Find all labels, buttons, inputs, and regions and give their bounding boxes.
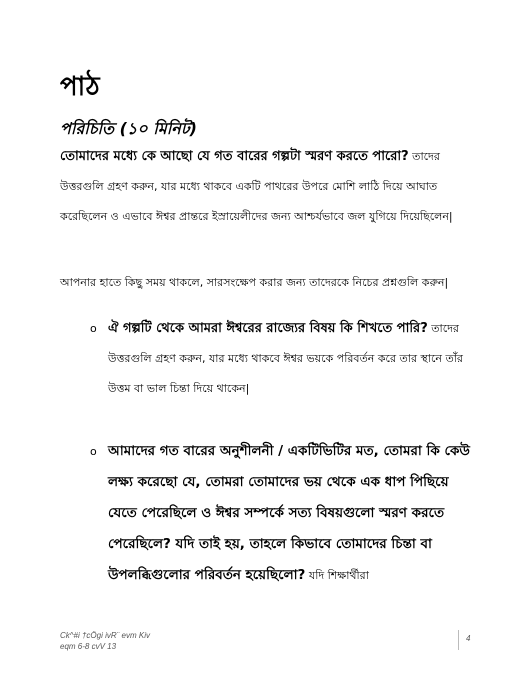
page-title: পাঠ xyxy=(60,72,101,102)
page-number: 4 xyxy=(466,634,471,643)
bullet-instruction: তাদের উত্তরগুলি গ্রহণ করুন, যার মধ্যে থাকবে ঈশ্বর ভয়কে পরিবর্তন করে তার স্থানে তাঁর উত্তম বা ভাল চিন্তা দিয়ে থাকেন| xyxy=(108,322,463,395)
bullet-question: ঐ গল্পটি থেকে আমরা ঈশ্বরের রাজ্যের বিষয় কি শিখতে পারি? xyxy=(108,321,428,336)
footer-divider xyxy=(458,630,459,650)
list-item xyxy=(90,314,480,404)
intro-instruction: তাদের উত্তরগুলি গ্রহণ করুন, যার মধ্যে থাকবে একটি পাথরের উপরে মোশি লাঠি দিয়ে আঘাত করেছিলেন ও এভাবে ঈশ্বর প্রান্তরে ইস্রায়েলীদের জন্য আশ্চর্যভাবে জল যুগিয়ে দিয়েছিলেন| xyxy=(60,150,453,223)
bullet-marker: o xyxy=(90,322,97,335)
intro-question: তোমাদের মধ্যে কে আছো যে গত বারের গল্পটা স্মরণ করতে পারো? xyxy=(60,149,409,164)
footer-text xyxy=(60,630,150,652)
footer-line-1: Ck^#i †cÖgi ivR¨ evm Kiv xyxy=(60,631,150,640)
intro-paragraph xyxy=(60,142,480,232)
summary-text: আপনার হাতে কিছু সময় থাকলে, সারসংক্ষেপ করার জন্য তাদেরকে নিচের প্রশ্নগুলি করুন| xyxy=(60,276,449,289)
bullet-question: আমাদের গত বারের অনুশীলনী / একটিভিটির মত, তোমরা কি কেউ লক্ষ্য করেছো যে, তোমরা তোমাদের ভয় থেকে এক ধাপ পিছিয়ে যেতে পেরেছিলে ও ঈশ্বর সম্পর্কে সত্য বিষয়গুলো স্মরণ করতে পেরেছিলে? যদি তাই হয়, তাহলে কিভাবে তোমাদের চিন্তা বা উপলব্ধিগুলোর পরিবর্তন হয়েছিলো? xyxy=(108,443,470,583)
footer-line-2: eqm 6-8 cvV 13 xyxy=(60,642,117,651)
bullet-instruction: যদি শিক্ষার্থীরা xyxy=(305,569,369,582)
bullet-marker: o xyxy=(90,445,97,458)
section-subtitle: পরিচিতি (১০ মিনিট) xyxy=(60,119,197,138)
list-item xyxy=(90,436,480,591)
summary-paragraph xyxy=(60,268,480,298)
